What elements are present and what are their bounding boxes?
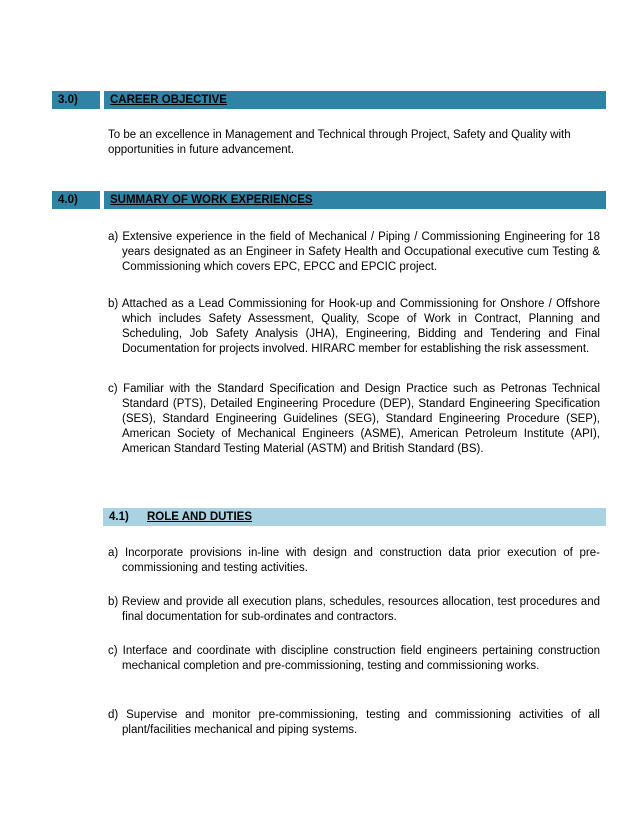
subsection-number: 4.1) bbox=[109, 511, 129, 523]
career-objective-text: To be an excellence in Management and Technical through Project, Safety and Quality with opportunities in future advancement. bbox=[108, 129, 571, 156]
work-summary-item: b) Attached as a Lead Commissioning for Hook-up and Commissioning for Onshore / Offshore which includes Safety Assessment, Quality, Scope of Work in Contract, Planning and Scheduling, Job Safety Analysis (JHA), Engineering, Bidding and Tendering and Final Documentation for projects involved. HIRARC member for establishing the risk assessment. bbox=[108, 298, 600, 355]
duty-item: d) Supervise and monitor pre-commissioning, testing and commissioning activities of all plant/facilities mechanical and piping systems. bbox=[108, 709, 600, 736]
work-summary-item: a) Extensive experience in the field of Mechanical / Piping / Commissioning Engineering for 18 years designated as an Engineer in Safety Health and Occupational executive cum Testing & Commissioning which covers EPC, EPCC and EPCIC project. bbox=[108, 231, 600, 273]
work-summary-item: c) Familiar with the Standard Specification and Design Practice such as Petronas Technical Standard (PTS), Detailed Engineering Procedure (DEP), Standard Engineering Specification (SES), Standard Engineering Guidelines (SEG), Standard Engineering Procedure (SEP), American Society of Mechanical Engineers (ASME), American Petroleum Institute (API), American Standard Testing Material (ASTM) and British Standard (BS). bbox=[108, 383, 600, 455]
duty-item: b) Review and provide all execution plans, schedules, resources allocation, test procedures and final documentation for sub-ordinates and contractors. bbox=[108, 596, 600, 623]
section-number: 4.0) bbox=[52, 191, 100, 209]
section-header-work-experiences bbox=[52, 191, 606, 209]
subsection-title: ROLE AND DUTIES bbox=[147, 511, 252, 523]
subsection-header-role-and-duties bbox=[103, 508, 606, 526]
section-title: CAREER OBJECTIVE bbox=[104, 91, 606, 109]
section-number: 3.0) bbox=[52, 91, 100, 109]
duty-item: a) Incorporate provisions in-line with design and construction data prior execution of pre-commissioning and testing activities. bbox=[108, 547, 600, 574]
section-title: SUMMARY OF WORK EXPERIENCES bbox=[104, 191, 606, 209]
section-header-career-objective bbox=[52, 91, 606, 109]
duty-item: c) Interface and coordinate with discipline construction field engineers pertaining construction mechanical completion and pre-commissioning, testing and commissioning works. bbox=[108, 645, 600, 672]
